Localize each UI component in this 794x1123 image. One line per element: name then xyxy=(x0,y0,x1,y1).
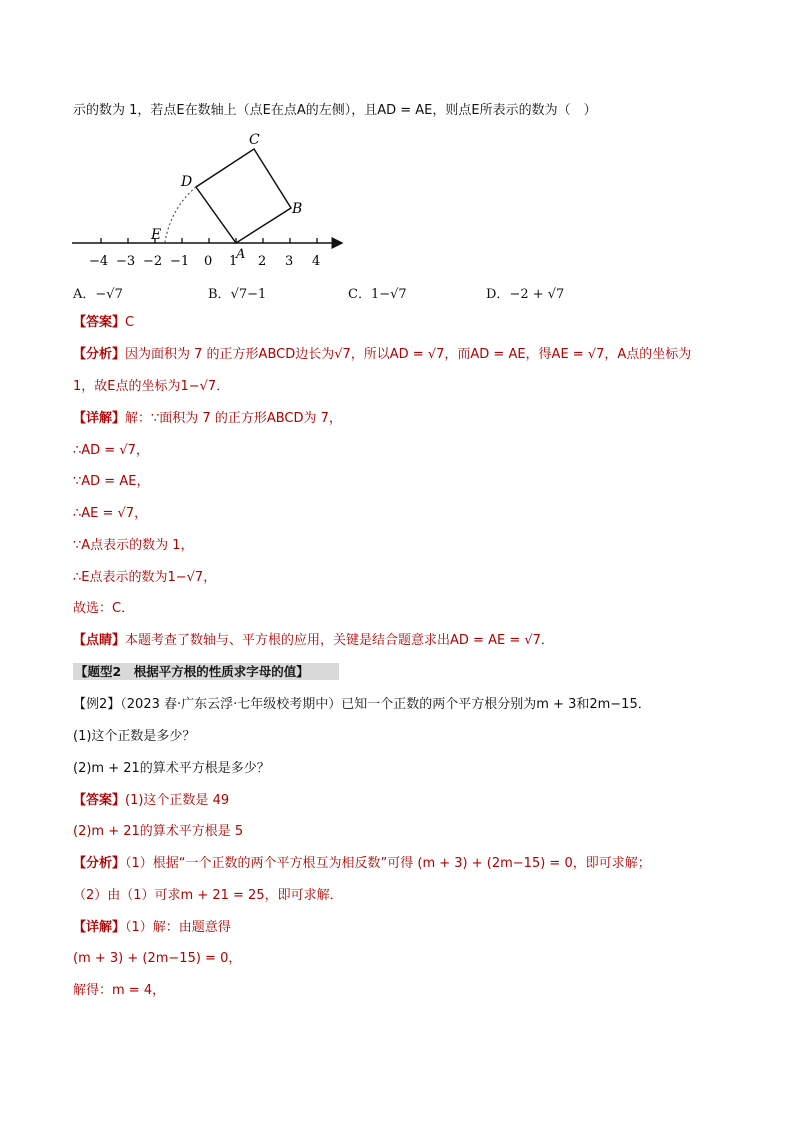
vertex-label-b: B xyxy=(292,201,303,217)
tick-labels xyxy=(89,254,320,269)
tick-label: 3 xyxy=(285,254,294,269)
example-2-stem xyxy=(73,696,651,714)
option-expr: √7−1 xyxy=(230,287,267,302)
tick-label: −3 xyxy=(116,254,136,269)
analysis-2-line-2: （2）由（1）可求m + 21 = 25，即可求解． xyxy=(73,888,343,903)
analysis-1-line-1 xyxy=(73,346,691,364)
analysis-1-line-2 xyxy=(73,378,229,396)
option-expr: −2 + √7 xyxy=(509,287,565,302)
answer-text: (1)这个正数是 49 xyxy=(125,793,230,808)
question-stem xyxy=(73,102,597,120)
tick-label: 4 xyxy=(312,254,321,269)
example-2-q1: (1)这个正数是多少？ xyxy=(73,729,196,744)
option-b[interactable] xyxy=(208,283,266,302)
option-expr: −√7 xyxy=(95,287,123,302)
analysis-text: 1，故E点的坐标为1−√7． xyxy=(73,379,230,394)
detail-text: 解：∵面积为 7 的正方形ABCD为 7， xyxy=(125,411,342,426)
analysis-2-line-1 xyxy=(73,855,651,873)
option-expr: 1−√7 xyxy=(370,287,407,302)
answer-tag: 【答案】 xyxy=(73,793,126,808)
answer-2-line-2: (2)m + 21的算术平方根是 5 xyxy=(73,824,244,839)
detail-text: （1）解：由题意得 xyxy=(125,920,231,935)
section-heading: 【题型2 根据平方根的性质求字母的值】 xyxy=(73,663,339,680)
detail-1-line-4: ∴AE = √7， xyxy=(73,506,148,521)
answer-1 xyxy=(73,314,134,332)
answer-tag: 【答案】 xyxy=(73,315,126,330)
option-d[interactable] xyxy=(486,283,564,302)
detail-1-line-3: ∵AD = AE， xyxy=(73,474,150,489)
tick-label: −4 xyxy=(89,254,109,269)
answer-2-line-1 xyxy=(73,792,229,810)
analysis-text: 因为面积为 7 的正方形ABCD边长为√7，所以AD = √7，而AD = AE，得AE = √7，A点的坐标为 xyxy=(125,347,692,362)
analysis-tag: 【分析】 xyxy=(73,856,126,871)
vertex-label-a: A xyxy=(236,247,246,262)
question-line-1: 示的数为 1，若点E在数轴上（点E在点A的左侧），且AD = AE，则点E所表示的数为（ ） xyxy=(73,103,597,118)
detail-2-line-3: 解得：m = 4， xyxy=(73,983,166,998)
comment-text: 本题考查了数轴与、平方根的应用，关键是结合题意求出AD = AE = √7． xyxy=(125,633,554,648)
option-letter: D． xyxy=(486,287,510,302)
comment-1 xyxy=(73,632,554,650)
example-text: （2023 春·广东云浮·七年级校考期中）已知一个正数的两个平方根分别为m + 3和2m−15． xyxy=(120,697,651,712)
detail-1-line-2: ∴AD = √7， xyxy=(73,443,149,458)
detail-1-line-1 xyxy=(73,410,342,428)
option-letter: A． xyxy=(73,287,96,302)
analysis-tag: 【分析】 xyxy=(73,347,126,362)
example-tag: 【例2】 xyxy=(73,697,121,712)
comment-tag: 【点睛】 xyxy=(73,633,126,648)
detail-tag: 【详解】 xyxy=(73,411,126,426)
detail-1-line-5: ∵A点表示的数为 1， xyxy=(73,538,194,553)
detail-2-line-2: (m + 3) + (2m−15) = 0， xyxy=(73,951,242,966)
square-abcd xyxy=(196,149,291,243)
tick-label: −1 xyxy=(170,254,190,269)
square-numberline-figure xyxy=(70,128,350,273)
answer-text: C xyxy=(125,315,135,330)
tick-label: 0 xyxy=(204,254,213,269)
vertex-label-e: E xyxy=(151,227,162,243)
vertex-label-d: D xyxy=(181,174,193,190)
option-c[interactable] xyxy=(348,283,407,302)
arc-d-to-e xyxy=(165,187,196,242)
option-letter: C． xyxy=(348,287,371,302)
vertex-label-c: C xyxy=(249,132,260,148)
tick-label: 1 xyxy=(229,254,238,269)
option-a[interactable] xyxy=(73,283,123,302)
tick-label: −2 xyxy=(143,254,163,269)
analysis-text: （1）根据“一个正数的两个平方根互为相反数”可得 (m + 3) + (2m−15) = 0，即可求解； xyxy=(125,856,651,871)
detail-2-line-1 xyxy=(73,919,231,937)
option-letter: B． xyxy=(208,287,231,302)
tick-label: 2 xyxy=(258,254,267,269)
example-2-q2: (2)m + 21的算术平方根是多少？ xyxy=(73,761,270,776)
detail-1-line-6: ∴E点表示的数为1−√7， xyxy=(73,570,217,585)
detail-tag: 【详解】 xyxy=(73,920,126,935)
detail-1-line-7: 故选：C． xyxy=(73,601,135,616)
